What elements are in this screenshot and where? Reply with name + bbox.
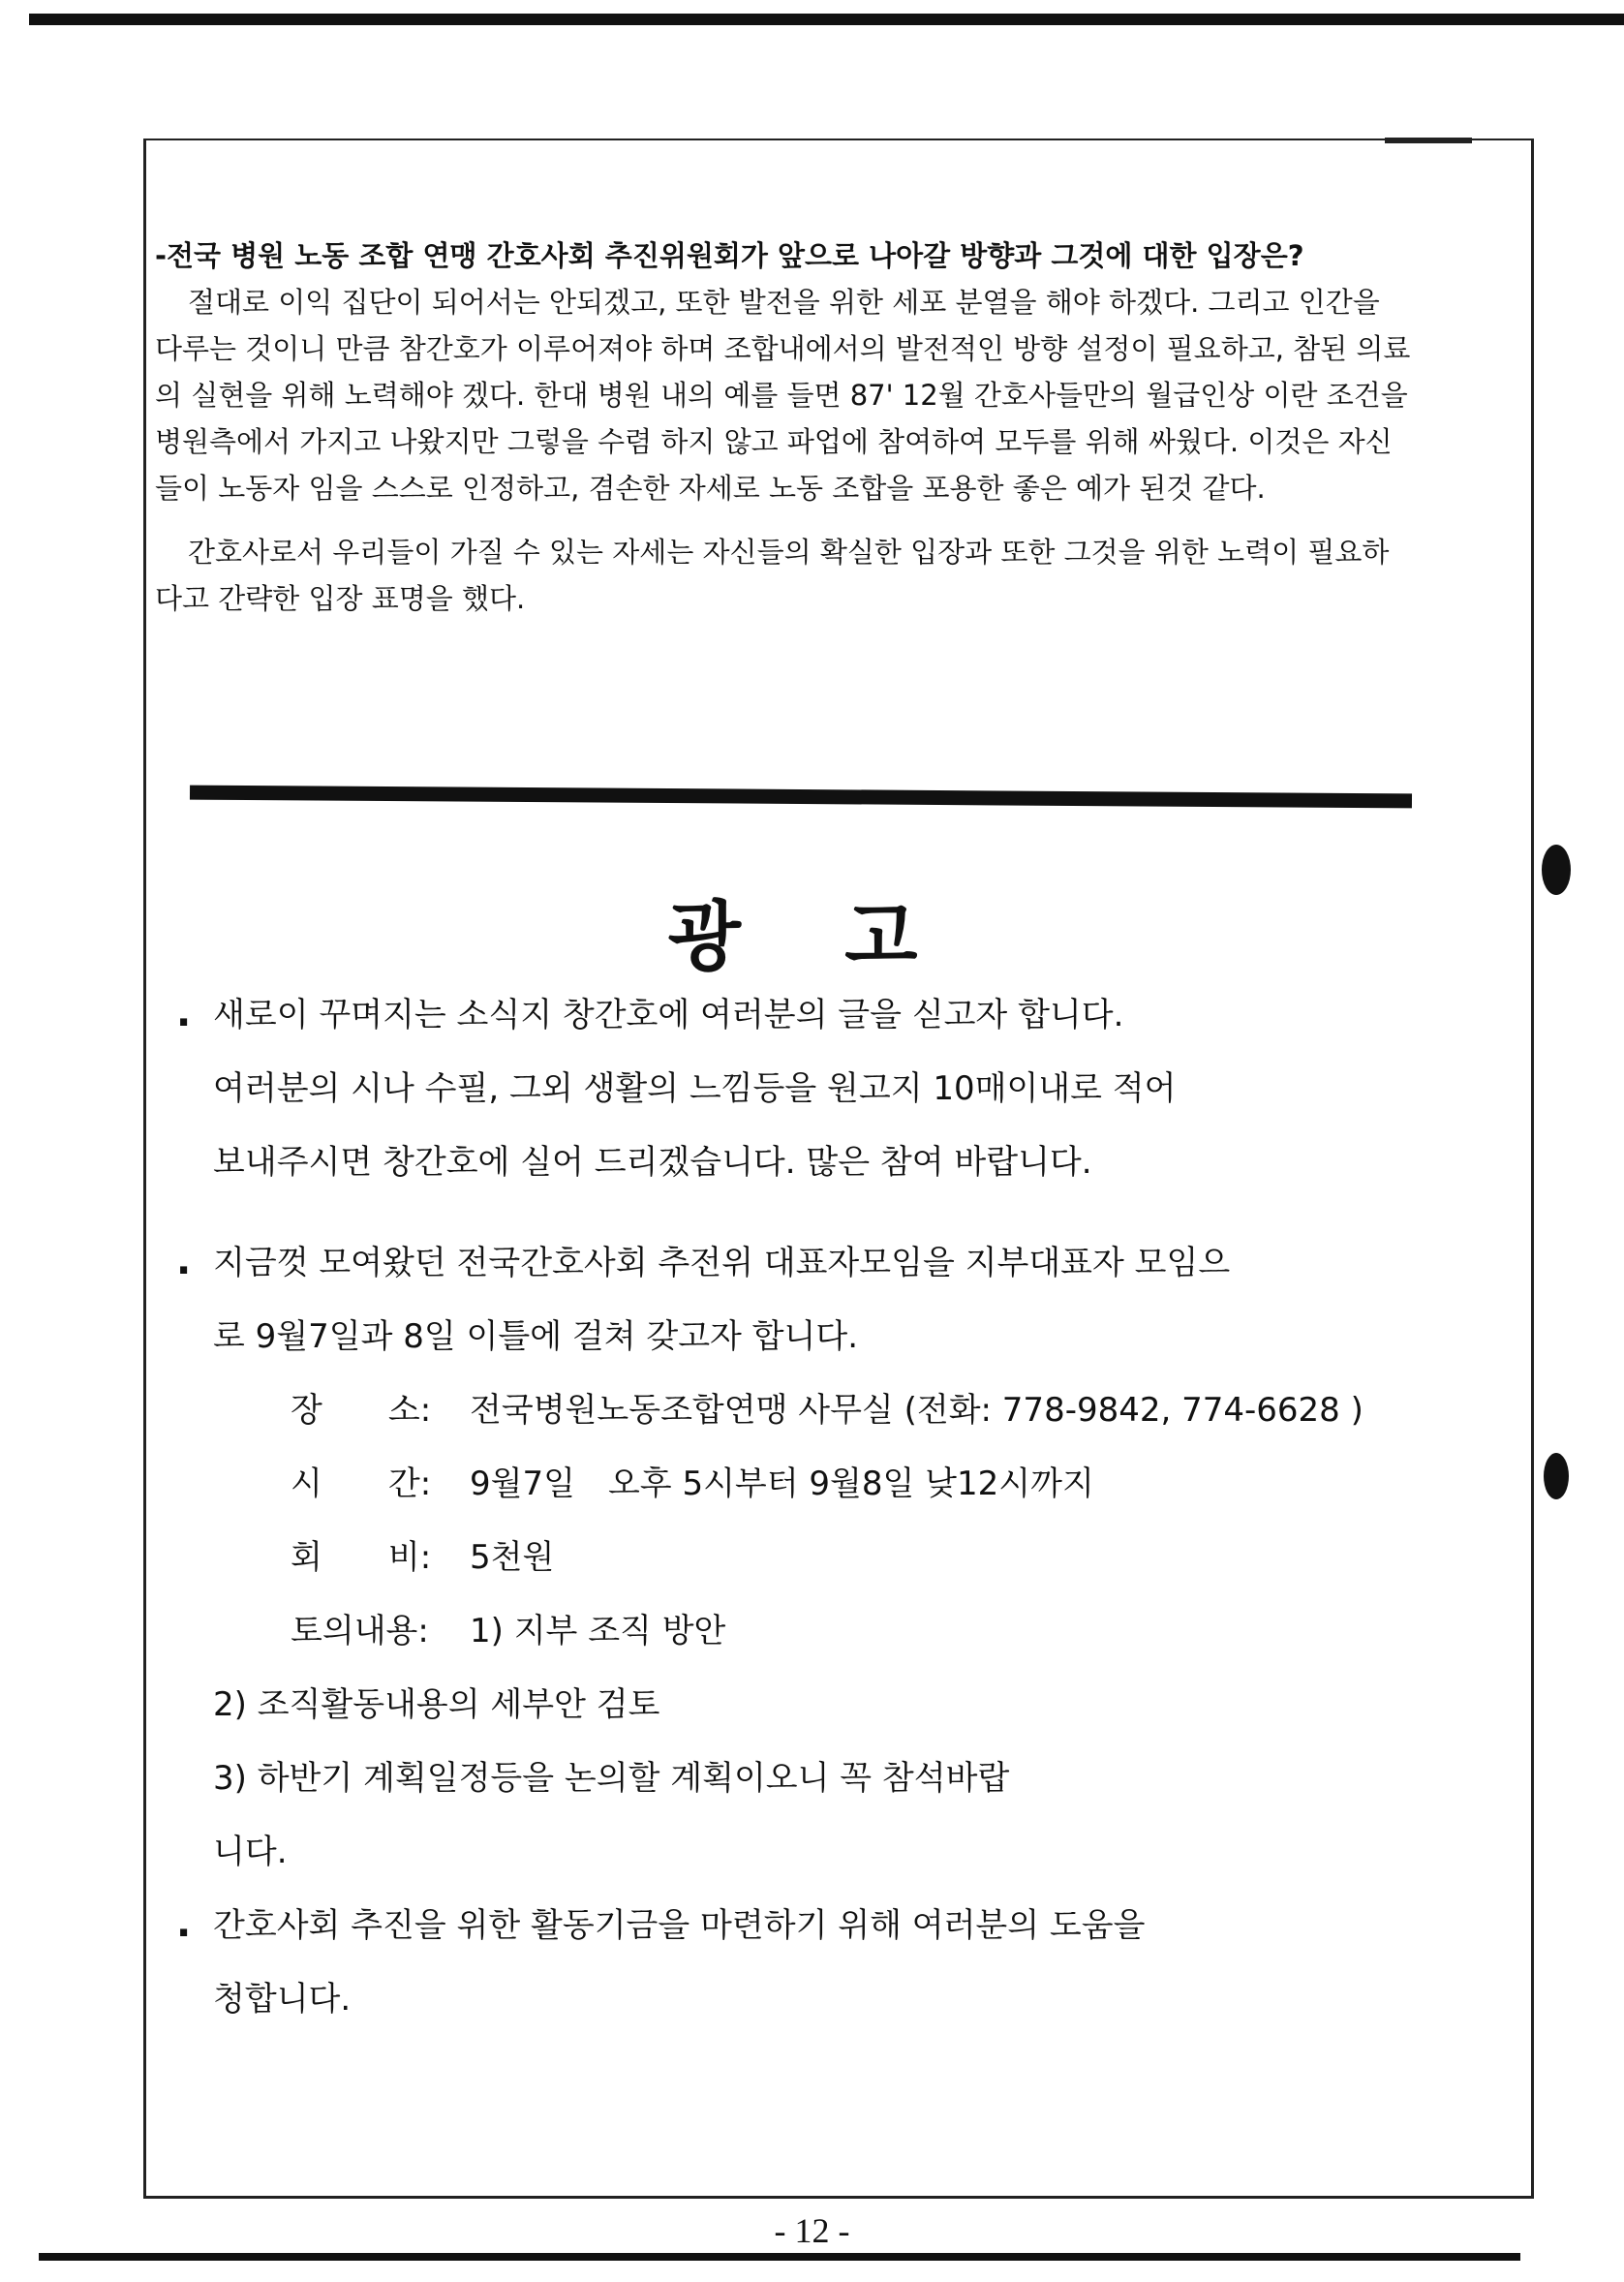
- ad-line: 로 9월7일과 8일 이틀에 걸쳐 갖고자 합니다.: [213, 1317, 859, 1356]
- detail-label: 장 소:: [291, 1391, 432, 1430]
- page-number: - 12 -: [774, 2211, 850, 2250]
- ad-item-fundraising: [213, 1889, 1462, 2036]
- meeting-place: [291, 1373, 1462, 1447]
- interview-answer-paragraph: 간호사로서 우리들이 가질 수 있는 자세는 자신들의 확실한 입장과 또한 그것을 위한 노력이 필요하다고 간략한 입장 표명을 했다.: [155, 536, 1390, 615]
- detail-value: 전국병원노동조합연맹 사무실 (전화: 778-9842, 774-6628 ): [470, 1391, 1364, 1430]
- binding-hole-mark: [1544, 1453, 1569, 1499]
- ad-item-submissions: [213, 978, 1462, 1199]
- meeting-time: [291, 1447, 1462, 1521]
- topic-item: 3) 하반기 계획일정등을 논의할 계획이오니 꼭 참석바랍: [213, 1759, 1010, 1798]
- detail-label: 회 비:: [291, 1538, 432, 1577]
- interview-question: -전국 병원 노동 조합 연맹 간호사회 추진위원회가 앞으로 나아갈 방향과 그것에 대한 입장은?: [155, 239, 1304, 272]
- ad-item-meeting: [213, 1226, 1462, 1889]
- detail-value: 9월7일 오후 5시부터 9월8일 낮12시까지: [470, 1465, 1094, 1503]
- frame-corner-mark: [1385, 138, 1472, 143]
- ad-line: · 지금껏 모여왔던 전국간호사회 추전위 대표자모임을 지부대표자 모임으: [213, 1244, 1231, 1282]
- ad-line: · 새로이 꾸며지는 소식지 창간호에 여러분의 글을 싣고자 합니다.: [213, 996, 1124, 1034]
- ad-line: 보내주시면 창간호에 실어 드리겠습니다. 많은 참여 바랍니다.: [213, 1143, 1092, 1182]
- ad-section: [213, 978, 1462, 2036]
- detail-label: 토의내용:: [291, 1612, 429, 1650]
- ad-title: 광 고: [667, 893, 957, 981]
- ad-line: · 간호사회 추진을 위한 활동기금을 마련하기 위해 여러분의 도움을: [213, 1906, 1146, 1945]
- meeting-topics: [291, 1594, 1462, 1668]
- ad-line: 여러분의 시나 수필, 그외 생활의 느낌등을 원고지 10매이내로 적어: [213, 1069, 1177, 1108]
- bottom-border-rule: [39, 2253, 1520, 2261]
- topic-item-continuation: 니다.: [213, 1833, 288, 1871]
- ad-line: 청합니다.: [213, 1980, 352, 2019]
- meeting-fee: [291, 1521, 1462, 1594]
- topic-item: 2) 조직활동내용의 세부안 검토: [213, 1685, 660, 1724]
- detail-label: 시 간:: [291, 1465, 432, 1503]
- binding-hole-mark: [1542, 845, 1571, 895]
- top-border-rule: [29, 14, 1624, 25]
- interview-section: [155, 232, 1414, 622]
- interview-answer-paragraph: 절대로 이익 집단이 되어서는 안되겠고, 또한 발전을 위한 세포 분열을 해야 하겠다. 그리고 인간을 다루는 것이니 만큼 참간호가 이루어져야 하며 조합내에서의 발전적인 방향 설정이 필요하고, 참된 의료의 실현을 위해 노력해야 겠다. 한대 병원 내의 예를 들면 87' 12월 간호사들만의 월급인상 이란 조건을 병원측에서 가지고 나왔지만 그렇을 수렴 하지 않고 파업에 참여하여 모두를 위해 싸웠다. 이것은 자신들이 노동자 임을 스스로 인정하고, 겸손한 자세로 노동 조합을 포용한 좋은 예가 된것 같다.: [155, 286, 1411, 505]
- detail-value: 5천원: [470, 1538, 555, 1577]
- topic-item: 1) 지부 조직 방안: [470, 1612, 726, 1650]
